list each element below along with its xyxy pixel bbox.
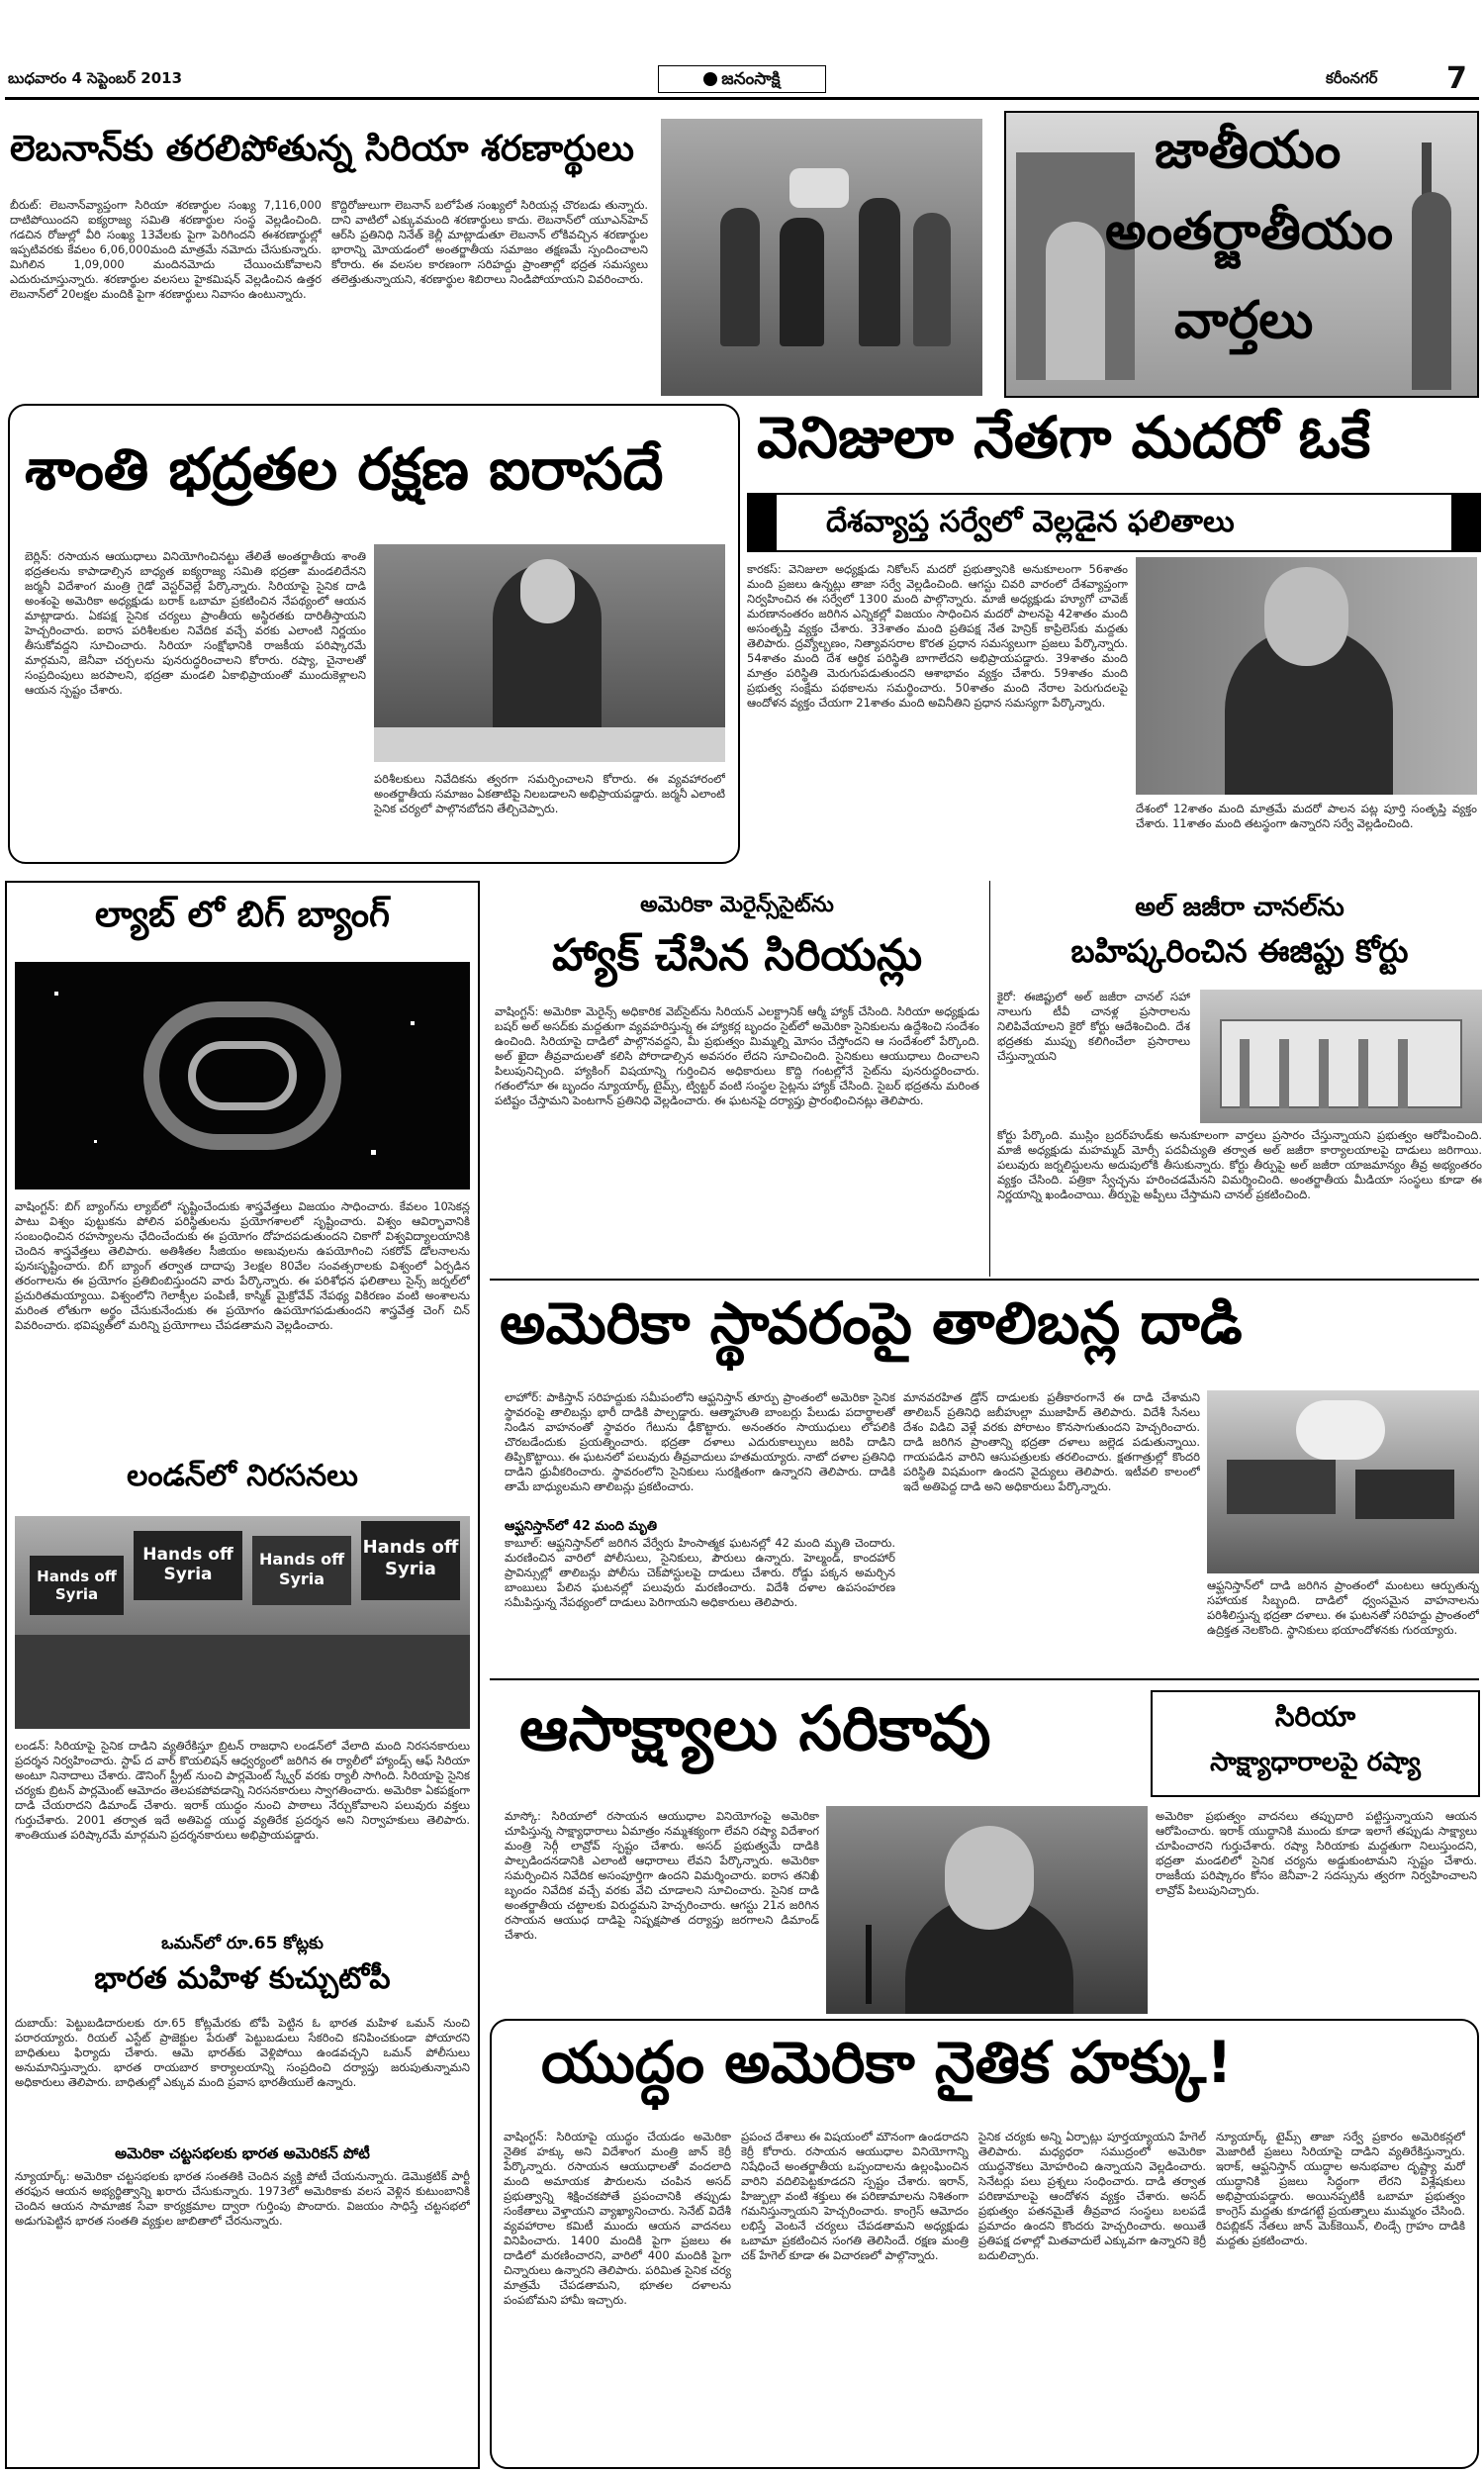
court-building bbox=[1220, 1019, 1462, 1108]
aljazeera-kicker: అల్ జజీరా చానల్‌ను bbox=[1135, 893, 1345, 922]
santhi-body-left: బెర్లిన్: రసాయన ఆయుధాలు వినియోగించినట్టు తేలితే అంతర్జాతీయ శాంతి భద్రతలను కాపాడాల్సిన బాధ్యత ఐక్యరాజ్య సమితి భద్రతా మండలిదేనని జర్మనీ విదేశాంగ మంత్రి గైడో వెస్టర్‌వెల్లే పేర్కొన్నారు. సిరియాపై సైనిక దాడి అంశంపై అమెరికా అధ్యక్షుడు బరాక్ ఒబామా ప్రకటించిన నేపథ్యంలో ఆయన మాట్లాడారు. ఏకపక్ష సైనిక చర్యలు ప్రాంతీయ అస్థిరతకు దారితీస్తాయని హెచ్చరించారు. ఐరాస పరిశీలకుల నివేదిక వచ్చే వరకు ఎలాంటి నిర్ణయం తీసుకోవద్దని సూచించారు. సిరియా సంక్షోభానికి రాజకీయ పరిష్కారమే మార్గమని, జెనీవా చర్చలను పునరుద్ధరించాలని కోరారు. రష్యా, చైనాలతో సంప్రదింపులు జరపాలని, భద్రతా మండలి ఏకాభిప్రాయంతో ముందుకెళ్లాలని ఆయన స్పష్టం చేశారు. bbox=[25, 549, 366, 697]
saakshyalu-body-left: మాస్కో: సిరియాలో రసాయన ఆయుధాల వినియోగంపై అమెరికా చూపిస్తున్న సాక్ష్యాధారాలు ఏమాత్రం నమ్మశక్యంగా లేవని రష్యా విదేశాంగ మంత్రి సెర్గీ లావ్రోవ్ స్పష్టం చేశారు. అసద్ ప్రభుత్వమే దాడికి పాల్పడిందనడానికి ఎలాంటి ఆధారాలు లేవని పేర్కొన్నారు. అమెరికా సమర్పించిన నివేదిక అసంపూర్తిగా ఉందని విమర్శించారు. ఐరాస తనిఖీ బృందం నివేదిక వచ్చే వరకు వేచి చూడాలని సూచించారు. సైనిక దాడి అంతర్జాతీయ చట్టాలకు విరుద్ధమని హెచ్చరించారు. ఆగస్టు 21న జరిగిన రసాయన ఆయుధ దాడిపై నిష్పక్షపాత దర్యాప్తు జరగాలని డిమాండ్ చేశారు. bbox=[505, 1809, 819, 1942]
westerwelle-photo bbox=[374, 544, 725, 762]
lebanon-article bbox=[0, 109, 989, 406]
marines-body: వాషింగ్టన్: అమెరికా మెరైన్స్ అధికారిక వెబ్‌సైట్‌ను సిరియన్ ఎలక్ట్రానిక్ ఆర్మీ హ్యాక్ చేసింది. సిరియా అధ్యక్షుడు బషర్ అల్ అసద్‌కు మద్దతుగా వ్యవహరిస్తున్న ఈ హ్యాకర్ల బృందం సైట్‌లో అమెరికా సైనికులను ఉద్దేశించి సందేశం ఉంచింది. సిరియాపై దాడిలో పాల్గొనవద్దని, మీ ప్రభుత్వం మిమ్మల్ని మోసం చేస్తోందని ఆ సందేశంలో పేర్కొంది. అల్ ఖైదా తీవ్రవాదులతో కలిసి పోరాడాల్సిన అవసరం లేదని సూచించింది. సైనికులు ఆయుధాలు దించాలని పిలుపునిచ్చింది. హ్యాకింగ్ విషయాన్ని గుర్తించిన అధికారులు కొద్ది గంటల్లోనే సైట్‌ను పునరుద్ధరించారు. గతంలోనూ ఈ బృందం న్యూయార్క్ టైమ్స్, ట్విట్టర్ వంటి సంస్థల సైట్లను హ్యాక్ చేసింది. సైబర్ భద్రతను మరింత పటిష్టం చేస్తామని పెంటగాన్ ప్రతినిధి వెల్లడించారు. ఈ ఘటనపై దర్యాప్తు ప్రారంభించినట్లు తెలిపారు. bbox=[495, 1004, 979, 1107]
taliban-article bbox=[490, 1282, 1482, 1677]
yuddham-col3: సైనిక చర్యకు అన్ని ఏర్పాట్లు పూర్తయ్యాయని హేగెల్ తెలిపారు. మధ్యధరా సముద్రంలో అమెరికా యుద్ధనౌకలు మోహరించి ఉన్నాయని వెల్లడించారు. సెనేటర్లు పలు ప్రశ్నలు సంధించారు. దాడి తర్వాత పరిణామాలపై ఆందోళన వ్యక్తం చేశారు. అసద్ ప్రభుత్వం పతనమైతే తీవ్రవాద సంస్థలు బలపడే ప్రమాదం ఉందని కొందరు హెచ్చరించారు. అయితే ప్రతిపక్ష దళాల్లో మితవాదులే ఎక్కువగా ఉన్నారని కెర్రీ బదులిచ్చారు. bbox=[978, 2130, 1206, 2262]
refugee-figure bbox=[720, 208, 760, 346]
yuddham-col1: వాషింగ్టన్: సిరియాపై యుద్ధం చేయడం అమెరికా నైతిక హక్కు అని విదేశాంగ మంత్రి జాన్ కెర్రీ పేర్కొన్నారు. రసాయన ఆయుధాలతో వందలాది మంది అమాయక పౌరులను చంపిన అసద్ ప్రభుత్వాన్ని శిక్షించకపోతే ప్రపంచానికి తప్పుడు సంకేతాలు వెళ్తాయని వ్యాఖ్యానించారు. సెనేట్ విదేశీ వ్యవహారాల కమిటీ ముందు ఆయన వాదనలు వినిపించారు. 1400 మందికి పైగా ప్రజలు ఈ దాడిలో మరణించారని, వారిలో 400 మందికి పైగా చిన్నారులు ఉన్నారని తెలిపారు. పరిమిత సైనిక చర్య మాత్రమే చేపడతామని, భూతల దళాలను పంపబోమని హామీ ఇచ్చారు. bbox=[504, 2130, 731, 2307]
lavrov-head bbox=[945, 1826, 1034, 1930]
aljazeera-body-top: కైరో: ఈజిప్టులో అల్ జజీరా చానల్ సహా నాలుగు టీవీ చానళ్ల ప్రసారాలను నిలిపివేయాలని కైరో కోర్టు ఆదేశించింది. దేశ భద్రతకు ముప్పు కలిగించేలా ప్రసారాలు చేస్తున్నాయని bbox=[997, 990, 1190, 1063]
luggage-bundle bbox=[789, 168, 849, 208]
taliban-caption: ఆఫ్ఘనిస్తాన్‌లో దాడి జరిగిన ప్రాంతంలో మంటలు ఆర్పుతున్న సహాయక సిబ్బంది. దాడిలో ధ్వంసమైన వాహనాలను పరిశీలిస్తున్న భద్రతా దళాలు. ఈ ఘటనతో సరిహద్దు ప్రాంతంలో ఉద్రిక్తత నెలకొంది. స్థానికులు భయాందోళనకు గురయ్యారు. bbox=[1207, 1578, 1479, 1637]
venezuela-subhead: దేశవ్యాప్త సర్వేలో వెల్లడైన ఫలితాలు bbox=[826, 505, 1235, 539]
santhi-body-right: పరిశీలకులు నివేదికను త్వరగా సమర్పించాలని కోరారు. ఈ వ్యవహారంలో అంతర్జాతీయ సమాజం ఏకతాటిపై నిలబడాలని అభిప్రాయపడ్డారు. జర్మనీ ఎలాంటి సైనిక చర్యలో పాల్గొనబోదని తేల్చిచెప్పారు. bbox=[374, 772, 725, 815]
marines-kicker: అమెరికా మెరైన్స్‌సైట్‌ను bbox=[640, 893, 834, 917]
refugee-figure bbox=[913, 213, 951, 346]
taliban-mid-head: ఆఫ్ఘనిస్తాన్‌లో 42 మంది మృతి bbox=[505, 1519, 657, 1534]
aljazeera-article bbox=[997, 881, 1482, 1277]
placard: Hands off Syria bbox=[30, 1556, 124, 1615]
masthead-rule bbox=[5, 97, 1479, 100]
masthead-brand: జనంసాక్షి bbox=[721, 69, 781, 89]
saakshyalu-sidebar bbox=[1151, 1690, 1480, 1797]
lebanon-body-right: కొద్దిరోజులుగా లెబనాన్ బలోపేత సంఖ్యలో సిరియన్ల చొరబడు తున్నారు. దాని వాటిలో ఎక్కువమంది శరణార్థులు కాదు. లెబనాన్‌లో యూఎన్‌హెచ్ ఆర్‌సి ప్రతినిధి నినేత్ కెల్లీ మాట్లాడుతూ లెబనాన్ లోకివచ్చిన శరణార్థుల భారాన్ని మోయడంలో అంతర్జాతీయ సమాజం తక్షణమే స్పందించాలని కోరారు. ఈ వలసల కారణంగా సరిహద్దు ప్రాంతాల్లో భద్రత సమస్యలు తలెత్తుతున్నాయని, శరణార్థుల శిబిరాలు నిండిపోయాయని వివరించారు. bbox=[331, 198, 648, 286]
banner-line1: జాతీయం bbox=[1155, 121, 1342, 180]
venezuela-body-bottom: దేశంలో 12శాతం మంది మాత్రమే మదరో పాలన పట్ల పూర్తి సంతృప్తి వ్యక్తం చేశారు. 11శాతం మంది తటస్థంగా ఉన్నారని సర్వే వెల్లడించింది. bbox=[1136, 802, 1477, 830]
oman-subhead2: అమెరికా చట్టసభలకు భారత అమెరికన్ పోటీ bbox=[115, 2144, 370, 2162]
taliban-headline: అమెరికా స్థావరంపై తాలిబన్ల దాడి bbox=[500, 1289, 1243, 1357]
section-rule bbox=[490, 1678, 1479, 1680]
section-banner bbox=[1004, 111, 1479, 398]
maduro-photo bbox=[1136, 557, 1477, 795]
aljazeera-body-bottom: కోర్టు పేర్కొంది. ముస్లిం బ్రదర్‌హుడ్‌కు అనుకూలంగా వార్తలు ప్రసారం చేస్తున్నాయని ప్రభుత్వం ఆరోపించింది. మాజీ అధ్యక్షుడు మహమ్మద్ మోర్సీ పదవీచ్యుతి తర్వాత అల్ జజీరా కార్యాలయాలపై దాడులు జరిగాయి. పలువురు జర్నలిస్టులను అదుపులోకి తీసుకున్నారు. కోర్టు తీర్పుపై అల్ జజీరా యాజమాన్యం తీవ్ర అభ్యంతరం వ్యక్తం చేసింది. పత్రికా స్వేచ్ఛను హరించడమేనని విమర్శించింది. అంతర్జాతీయ మీడియా సంస్థలు కూడా ఈ నిర్ణయాన్ని ఖండించాయి. తీర్పుపై అప్పీలు చేస్తామని చానల్ ప్రకటించింది. bbox=[997, 1128, 1482, 1201]
refugee-figure bbox=[859, 198, 900, 346]
page-number: 7 bbox=[1446, 61, 1467, 96]
saakshyalu-side-line1: సిరియా bbox=[1274, 1700, 1356, 1733]
masthead-logo bbox=[658, 65, 826, 93]
saakshyalu-headline: ఆసాక్ష్యాలు సరికావు bbox=[519, 1692, 991, 1764]
placard: Hands off Syria bbox=[361, 1521, 460, 1600]
masthead bbox=[0, 0, 1484, 99]
london-protest-photo bbox=[15, 1516, 470, 1729]
london-body: లండన్: సిరియాపై సైనిక దాడిని వ్యతిరేకిస్తూ బ్రిటన్ రాజధాని లండన్‌లో వేలాది మంది నిరసనకారులు ప్రదర్శన నిర్వహించారు. స్టాప్ ద వార్ కొయలిషన్ ఆధ్వర్యంలో జరిగిన ఈ ర్యాలీలో హ్యాండ్స్ ఆఫ్ సిరియా అంటూ నినాదాలు చేశారు. డౌనింగ్ స్ట్రీట్ నుంచి పార్లమెంట్ స్క్వేర్ వరకు ర్యాలీ సాగింది. సిరియాపై సైనిక చర్యకు బ్రిటన్ పార్లమెంట్ ఆమోదం తెలపకపోవడాన్ని నిరసనకారులు స్వాగతించారు. అమెరికా ఏకపక్షంగా దాడి చేయరాదని డిమాండ్ చేశారు. ఇరాక్ యుద్ధం నుంచి పాఠాలు నేర్చుకోవాలని పలువురు వక్తలు గుర్తుచేశారు. 2001 తర్వాత ఇదే అతిపెద్ద యుద్ధ వ్యతిరేక ప్రదర్శన అని నిర్వాహకులు తెలిపారు. శాంతియుత పరిష్కారమే మార్గమని ప్రదర్శనకారులు అభిప్రాయపడ్డారు. bbox=[15, 1739, 470, 1842]
logo-emblem-icon bbox=[703, 72, 717, 86]
yuddham-col2: ప్రపంచ దేశాలు ఈ విషయంలో మౌనంగా ఉండరాదని కెర్రీ కోరారు. రసాయన ఆయుధాల వినియోగాన్ని నిషేధించే అంతర్జాతీయ ఒప్పందాలను ఉల్లంఘించిన వారిని వదిలిపెట్టకూడదని స్పష్టం చేశారు. ఇరాన్, హిజ్బుల్లా వంటి శక్తులు ఈ పరిణామాలను నిశితంగా గమనిస్తున్నాయని హెచ్చరించారు. కాంగ్రెస్ ఆమోదం లభిస్తే వెంటనే చర్యలు చేపడతామని అధ్యక్షుడు ఒబామా ప్రకటించిన సంగతి తెలిసిందే. రక్షణ మంత్రి చక్ హేగెల్ కూడా ఈ విచారణలో పాల్గొన్నారు. bbox=[741, 2130, 969, 2262]
placard: Hands off Syria bbox=[134, 1531, 242, 1600]
attack-site-photo bbox=[1207, 1390, 1479, 1573]
smoke bbox=[1296, 1400, 1385, 1460]
venezuela-article bbox=[747, 404, 1481, 869]
cairo-court-photo bbox=[1200, 990, 1482, 1123]
podium bbox=[374, 727, 725, 762]
lebanon-headline: లెబనాన్‌కు తరలిపోతున్న సిరియా శరణార్థులు bbox=[10, 129, 634, 169]
taliban-body3: మానవరహిత డ్రోన్ దాడులకు ప్రతీకారంగానే ఈ దాడి చేశామని తాలిబన్ ప్రతినిధి జబీహుల్లా ముజాహిద్ తెలిపారు. విదేశీ సేనలు దేశం విడిచి వెళ్లే వరకు పోరాటం కొనసాగుతుందని హెచ్చరించారు. దాడి జరిగిన ప్రాంతాన్ని భద్రతా దళాలు జల్లెడ పడుతున్నాయి. గాయపడిన వారిని ఆసుపత్రులకు తరలించారు. క్షతగాత్రుల్లో కొందరి పరిస్థితి విషమంగా ఉందని వైద్యులు తెలిపారు. ఇటీవలి కాలంలో ఇదే అతిపెద్ద దాడి అని అధికారులు పేర్కొన్నారు. bbox=[903, 1390, 1200, 1493]
venezuela-subhead-bar bbox=[747, 493, 1481, 552]
placard: Hands off Syria bbox=[252, 1536, 351, 1605]
marines-article bbox=[490, 881, 984, 1277]
venezuela-body: కారకస్: వెనిజులా అధ్యక్షుడు నికోలస్ మదరో ప్రభుత్వానికి అనుకూలంగా 56శాతం మంది ప్రజలు ఉన్నట్లు తాజా సర్వే వెల్లడించింది. ఆగస్టు చివరి వారంలో దేశవ్యాప్తంగా నిర్వహించిన ఈ సర్వేలో 1300 మంది పాల్గొన్నారు. మాజీ అధ్యక్షుడు హ్యూగో చావెజ్ మరణానంతరం జరిగిన ఎన్నికల్లో విజయం సాధించిన మదరో పాలనపై 42శాతం మంది అసంతృప్తి వ్యక్తం చేశారు. 33శాతం మంది ప్రతిపక్ష నేత హెన్రిక్ కాప్రిలెస్‌కు మద్దతు తెలిపారు. ద్రవ్యోల్బణం, నిత్యావసరాల కొరత ప్రధాన సమస్యలుగా ప్రజలు పేర్కొన్నారు. 54శాతం మంది దేశ ఆర్థిక పరిస్థితి బాగాలేదని అభిప్రాయపడ్డారు. 39శాతం మంది మాత్రం పరిస్థితి మెరుగుపడుతుందని ఆశాభావం వ్యక్తం చేశారు. 59శాతం మంది ప్రభుత్వ సంక్షేమ పథకాలను సమర్థించారు. 50శాతం మంది నేరాల పెరుగుదలపై ఆందోళన వ్యక్తం చేయగా 21శాతం మంది అవినీతిని ప్రధాన సమస్యగా పేర్కొన్నారు. bbox=[747, 562, 1128, 710]
masthead-date: బుధవారం 4 సెప్టెంబర్ 2013 bbox=[8, 69, 183, 87]
masthead-edition: కరీంనగర్ bbox=[1326, 69, 1378, 87]
maduro-head bbox=[1264, 567, 1348, 666]
bigbang-body: వాషింగ్టన్: బిగ్ బ్యాంగ్‌ను ల్యాబ్‌లో సృష్టించేందుకు శాస్త్రవేత్తలు విజయం సాధించారు. కేవలం 10సెకన్ల పాటు విశ్వం పుట్టుకను పోలిన పరిస్థితులను ప్రయోగశాలలో సృష్టించారు. విశ్వం ఆవిర్భావానికి సంబంధించిన రహస్యాలను ఛేదించేందుకు ఈ ప్రయోగం దోహదపడుతుందని చికాగో విశ్వవిద్యాలయానికి చెందిన శాస్త్రవేత్తలు తెలిపారు. అతిశీతల సీజియం అణువులను ఉపయోగించి సకరోవ్ డోలనాలను పునఃసృష్టించారు. బిగ్ బ్యాంగ్ తర్వాత దాదాపు 3లక్షల 80వేల సంవత్సరాలకు విశ్వంలో ఏర్పడిన తరంగాలను ఈ ప్రయోగం ప్రతిబింబిస్తుందని వారు పేర్కొన్నారు. ఈ పరిశోధన ఫలితాలు సైన్స్ జర్నల్‌లో ప్రచురితమయ్యాయి. విశ్వంలోని గెలాక్సీల పంపిణీ, కాస్మిక్ మైక్రోవేవ్ నేపథ్య వికిరణం వంటి అంశాలను మరింత లోతుగా అర్థం చేసుకునేందుకు ఈ ప్రయోగం ఉపయోగపడుతుందని శాస్త్రవేత్త చెంగ్ చిన్ వివరించారు. భవిష్యత్‌లో మరిన్ని ప్రయోగాలు చేపడతామని వెల్లడించారు. bbox=[15, 1199, 470, 1332]
bigbang-headline: ల్యాబ్ లో బిగ్ బ్యాంగ్ bbox=[94, 895, 391, 935]
galaxy-photo bbox=[15, 962, 470, 1189]
section-rule bbox=[490, 1279, 1479, 1281]
london-headline: లండన్‌లో నిరసనలు bbox=[127, 1459, 358, 1493]
oman-headline: భారత మహిళ కుచ్చుటోపీ bbox=[94, 1961, 391, 1996]
saakshyalu-side-line2: సాక్ష్యాధారాలపై రష్యా bbox=[1210, 1748, 1421, 1777]
speaker-head bbox=[520, 559, 575, 623]
saakshyalu-article bbox=[490, 1682, 1482, 2019]
venezuela-headline: వెనిజులా నేతగా మదరో ఓకే bbox=[757, 404, 1371, 471]
taliban-body2: కాబూల్: ఆఫ్ఘనిస్తాన్‌లో జరిగిన వేర్వేరు హింసాత్మక ఘటనల్లో 42 మంది మృతి చెందారు. మరణించిన వారిలో పోలీసులు, సైనికులు, పౌరులు ఉన్నారు. హెల్మండ్, కాందహార్ ప్రావిన్సుల్లో తాలిబన్లు పోలీసు చెక్‌పోస్టులపై దాడులు చేశారు. రోడ్డు పక్కన అమర్చిన బాంబులు పేలిన ఘటనల్లో పలువురు మరణించారు. విదేశీ దళాల ఉపసంహరణ సమీపిస్తున్న నేపథ్యంలో దాడులు పెరిగాయని అధికారులు తెలిపారు. bbox=[505, 1536, 895, 1609]
taliban-body: లాహోర్: పాకిస్తాన్ సరిహద్దుకు సమీపంలోని ఆఫ్ఘనిస్తాన్ తూర్పు ప్రాంతంలో అమెరికా సైనిక స్థావరంపై తాలిబన్లు భారీ దాడికి పాల్పడ్డారు. ఆత్మాహుతి బాంబర్లు పేలుడు పదార్థాలతో నిండిన వాహనంతో స్థావరం గేటును ఢీకొట్టారు. అనంతరం సాయుధులు లోపలికి చొరబడేందుకు ప్రయత్నించారు. భద్రతా దళాలు ఎదురుకాల్పులు జరిపి దాడిని తిప్పికొట్టాయి. ఈ ఘటనలో పలువురు తీవ్రవాదులు హతమయ్యారు. నాటో దళాల ప్రతినిధి దాడిని ధ్రువీకరించారు. స్థావరంలోని సైనికులు సురక్షితంగా ఉన్నారని తెలిపారు. దాడికి తామే బాధ్యులమని తాలిబన్లు ప్రకటించారు. bbox=[505, 1390, 895, 1493]
oman-kicker: ఒమన్‌లో రూ.65 కోట్లకు bbox=[161, 1934, 324, 1953]
statue-of-liberty-icon bbox=[1402, 143, 1461, 390]
aljazeera-headline: బహిష్కరించిన ఈజిప్టు కోర్టు bbox=[1070, 932, 1409, 970]
lebanon-body-left: బీరుట్: లెబనాన్‌వ్యాప్తంగా సిరియా శరణార్థుల సంఖ్య 7,116,000 దాటిపోయిందని ఐక్యరాజ్య సమితి శరణార్థుల సంస్థ వెల్లడించింది. గడచిన రోజుల్లో వీరి సంఖ్య 13వేలకు పైగా పెరిగిందని ఈశరణార్థుల్లో ఇప్పటివరకు కేవలం 6,06,000మంది మాత్రమే నమోదు చేసుకున్నారు. మిగిలిన 1,09,000 మందినమోదు చేయించుకోవాలని ఎదురుచూస్తున్నారు. శరణార్థుల వలసలు హైకమిషన్ వెల్లడించిన ఉత్తర లెబనాన్‌లో 20లక్షల మందికి పైగా శరణార్థులు నివాసం ఉంటున్నారు. bbox=[10, 198, 322, 301]
yuddham-article bbox=[490, 2019, 1479, 2469]
refugee-figure bbox=[780, 218, 824, 346]
burned-vehicle bbox=[1227, 1460, 1336, 1514]
burned-vehicle bbox=[1355, 1470, 1454, 1519]
crowd bbox=[15, 1635, 470, 1729]
refugees-photo bbox=[661, 119, 982, 396]
column-rule bbox=[989, 881, 990, 1277]
santhi-article bbox=[8, 404, 740, 864]
yuddham-col4: న్యూయార్క్ టైమ్స్ తాజా సర్వే ప్రకారం అమెరికన్లలో మెజారిటీ ప్రజలు సిరియాపై దాడిని వ్యతిరేకిస్తున్నారు. ఇరాక్, ఆఫ్ఘనిస్తాన్ యుద్ధాల అనుభవాల దృష్ట్యా మరో యుద్ధానికి ప్రజలు సిద్ధంగా లేరని విశ్లేషకులు అభిప్రాయపడ్డారు. అయినప్పటికీ ఒబామా ప్రభుత్వం కాంగ్రెస్ మద్దతు కూడగట్టే ప్రయత్నాలు ముమ్మరం చేసింది. రిపబ్లికన్ నేతలు జాన్ మెక్‌కెయిన్, లిండ్సే గ్రాహం దాడికి మద్దతు ప్రకటించారు. bbox=[1216, 2130, 1465, 2247]
microphone-icon bbox=[866, 1925, 872, 2004]
saakshyalu-body-right: అమెరికా ప్రభుత్వం వాదనలు తప్పుదారి పట్టిస్తున్నాయని ఆయన ఆరోపించారు. ఇరాక్ యుద్ధానికి ముందు కూడా ఇలాగే తప్పుడు సాక్ష్యాలు చూపించారని గుర్తుచేశారు. రష్యా సిరియాకు మద్దతుగా నిలుస్తుందని, భద్రతా మండలిలో సైనిక చర్యను అడ్డుకుంటామని స్పష్టం చేశారు. రాజకీయ పరిష్కారం కోసం జెనీవా-2 సదస్సును త్వరగా నిర్వహించాలని లావ్రోవ్ పిలుపునిచ్చారు. bbox=[1156, 1809, 1477, 1897]
yuddham-headline: యుద్ధం అమెరికా నైతిక హక్కు! bbox=[541, 2029, 1233, 2096]
oman-body: దుబాయ్: పెట్టుబడిదారులకు రూ.65 కోట్లమేరకు టోపీ పెట్టిన ఓ భారత మహిళ ఒమన్‌ నుంచి పరారయ్యారు. రియల్ ఎస్టేట్ ప్రాజెక్టుల పేరుతో పెట్టుబడులు సేకరించి కనిపించకుండా పోయారని బాధితులు ఫిర్యాదు చేశారు. ఆమె భారత్‌కు వెళ్లిపోయి ఉండవచ్చని ఒమన్ పోలీసులు అనుమానిస్తున్నారు. భారత రాయబార కార్యాలయాన్ని సంప్రదించి దర్యాప్తు జరుపుతున్నామని అధికారులు తెలిపారు. బాధితుల్లో ఎక్కువ మంది ప్రవాస భారతీయులే ఉన్నారు. bbox=[15, 2016, 470, 2089]
left-column-box bbox=[5, 881, 480, 2469]
oman-body2: న్యూయార్క్: అమెరికా చట్టసభలకు భారత సంతతికి చెందిన వ్యక్తి పోటీ చేయనున్నారు. డెమొక్రటిక్ పార్టీ తరఫున ఆయన అభ్యర్థిత్వాన్ని ఖరారు చేసుకున్నారు. 1973లో అమెరికాకు వలస వెళ్లిన కుటుంబానికి చెందిన ఆయన సామాజిక సేవా కార్యక్రమాల ద్వారా గుర్తింపు పొందారు. విజయం సాధిస్తే చట్టసభలో అడుగుపెట్టిన భారత సంతతి వ్యక్తుల జాబితాలో చేరనున్నారు. bbox=[15, 2169, 470, 2228]
santhi-headline: శాంతి భద్రతల రక్షణ ఐరాసదే bbox=[25, 435, 664, 503]
marines-headline: హ్యాక్ చేసిన సిరియన్లు bbox=[551, 930, 923, 981]
lavrov-photo bbox=[826, 1806, 1148, 2014]
banner-line3: వార్తలు bbox=[1174, 291, 1314, 350]
banner-line2: అంతర్జాతీయం bbox=[1105, 202, 1394, 261]
